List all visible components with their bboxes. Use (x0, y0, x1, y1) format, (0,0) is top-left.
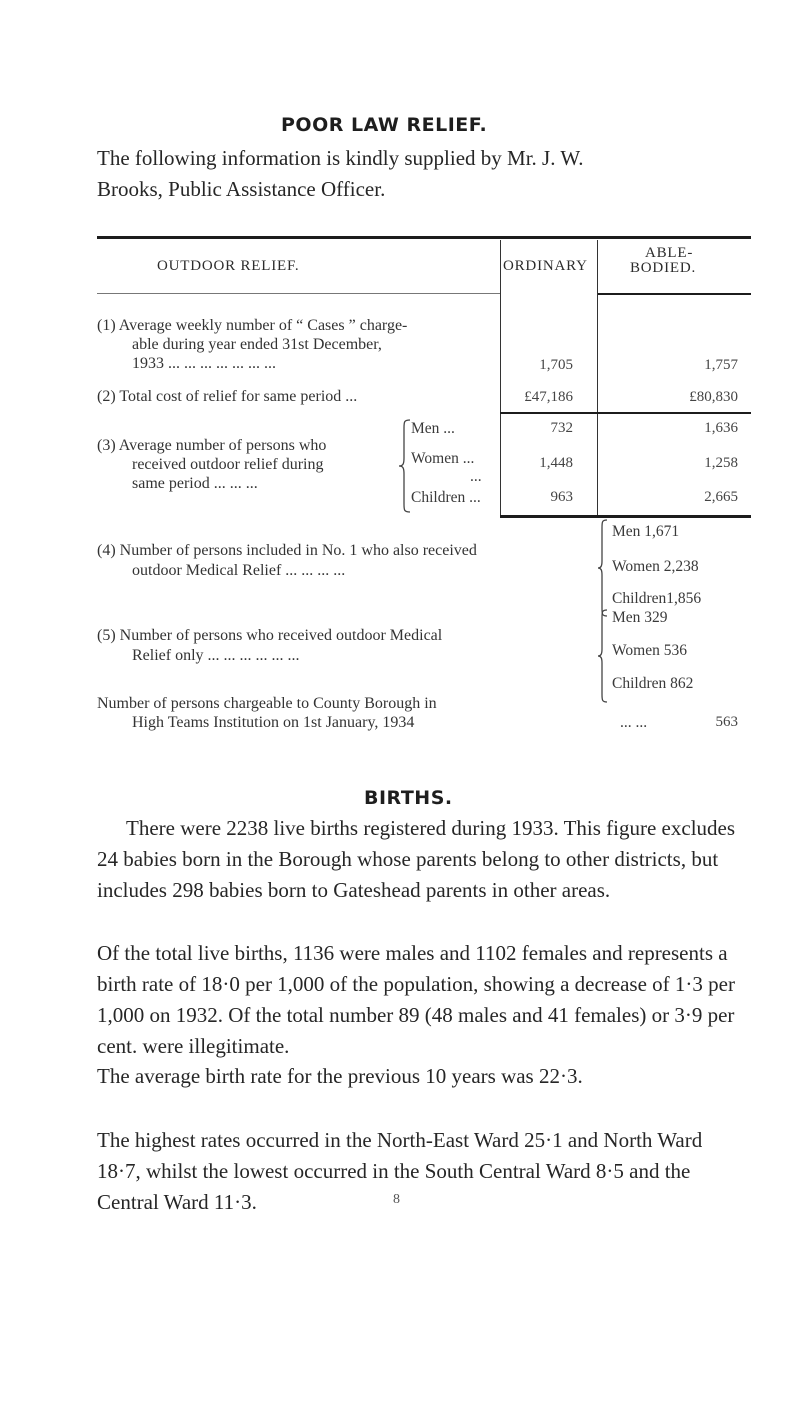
header-rule-right (597, 293, 751, 295)
row2-able-bodied-value: £80,830 (689, 389, 738, 405)
header-rule-left (97, 293, 500, 294)
row3-sub-women: Women ... (411, 450, 475, 467)
row5-men: Men 329 (612, 609, 668, 626)
table-top-rule (97, 236, 751, 239)
header-able-bodied-1: ABLE- (645, 245, 694, 261)
chargeable-label-line2: High Teams Institution on 1st January, 1934 (132, 714, 415, 731)
row5-label-line1: (5) Number of persons who received outdoor Medical (97, 627, 443, 644)
row2-ordinary-value: £47,186 (524, 389, 573, 405)
births-paragraph-4: The highest rates occurred in the North-East Ward 25·1 and North Ward 18·7, whilst the lowest occurred in the South Central Ward 8·5 and the Central Ward 11·3. (97, 1128, 703, 1214)
row1-label-line1: (1) Average weekly number of “ Cases ” charge- (97, 317, 408, 334)
row3-children-ordinary: 963 (550, 489, 573, 505)
row3-sub-children: Children ... (411, 489, 481, 506)
row5-brace (597, 608, 609, 704)
row1-label-line3: 1933 ... ... ... ... ... ... ... (132, 355, 276, 372)
row3-men-able-bodied: 1,636 (704, 420, 738, 436)
row4-brace (597, 518, 609, 618)
row3-women-ordinary: 1,448 (539, 455, 573, 471)
chargeable-dots: ... ... (620, 714, 648, 731)
row4-label-line2: outdoor Medical Relief ... ... ... ... (132, 562, 346, 579)
row3-sub-men: Men ... (411, 420, 455, 437)
row3-brace (398, 418, 412, 514)
row1-label-line2: able during year ended 31st December, (132, 336, 382, 353)
chargeable-label-line1: Number of persons chargeable to County Borough in (97, 695, 437, 712)
row3-label-line1: (3) Average number of persons who (97, 437, 327, 454)
intro-line-1: The following information is kindly supplied by Mr. J. W. (97, 146, 584, 170)
births-paragraph-3: The average birth rate for the previous 10 years was 22·3. (97, 1064, 583, 1088)
row3-women-able-bodied: 1,258 (704, 455, 738, 471)
row1-able-bodied-value: 1,757 (704, 357, 738, 373)
intro-line-2: Brooks, Public Assistance Officer. (97, 177, 386, 201)
column-divider-2 (597, 240, 598, 515)
row3-children-able-bodied: 2,665 (704, 489, 738, 505)
row3-sub-dots: ... (470, 468, 482, 485)
row5-label-line2: Relief only ... ... ... ... ... ... (132, 647, 300, 664)
row3-label-line3: same period ... ... ... (132, 475, 258, 492)
row3-label-line2: received outdoor relief during (132, 456, 324, 473)
page-number: 8 (393, 1192, 400, 1207)
column-divider-1 (500, 240, 501, 515)
header-outdoor-relief: OUTDOOR RELIEF. (157, 258, 300, 274)
header-able-bodied-2: BODIED. (630, 260, 697, 276)
row3-men-ordinary: 732 (550, 420, 573, 436)
row1-ordinary-value: 1,705 (539, 357, 573, 373)
row5-women: Women 536 (612, 642, 687, 659)
row2-label: (2) Total cost of relief for same period ... (97, 388, 358, 405)
row4-men: Men 1,671 (612, 523, 680, 540)
row4-label-line1: (4) Number of persons included in No. 1 who also received (97, 542, 477, 559)
births-paragraph-1: There were 2238 live births registered during 1933. This figure excludes 24 babies born in the Borough whose parents belong to other districts, but includes 298 babies born to Gateshead parents in other areas. (97, 816, 736, 902)
page-title: POOR LAW RELIEF. (281, 114, 488, 136)
header-ordinary: ORDINARY (503, 258, 588, 274)
chargeable-value: 563 (715, 714, 738, 730)
births-paragraph-2: Of the total live births, 1136 were males and 1102 females and represents a birth rate of 18·0 per 1,000 of the population, showing a decrease of 1·3 per 1,000 on 1932. Of the total number 89 (48 males and 41 females) or 3·9 per cent. were illegitimate. (97, 941, 735, 1058)
row5-children: Children 862 (612, 675, 694, 692)
births-title: BIRTHS. (364, 787, 453, 809)
table-bottom-rule (500, 515, 751, 518)
row4-children: Children1,856 (612, 590, 702, 607)
cost-rule (500, 412, 751, 414)
row4-women: Women 2,238 (612, 558, 699, 575)
